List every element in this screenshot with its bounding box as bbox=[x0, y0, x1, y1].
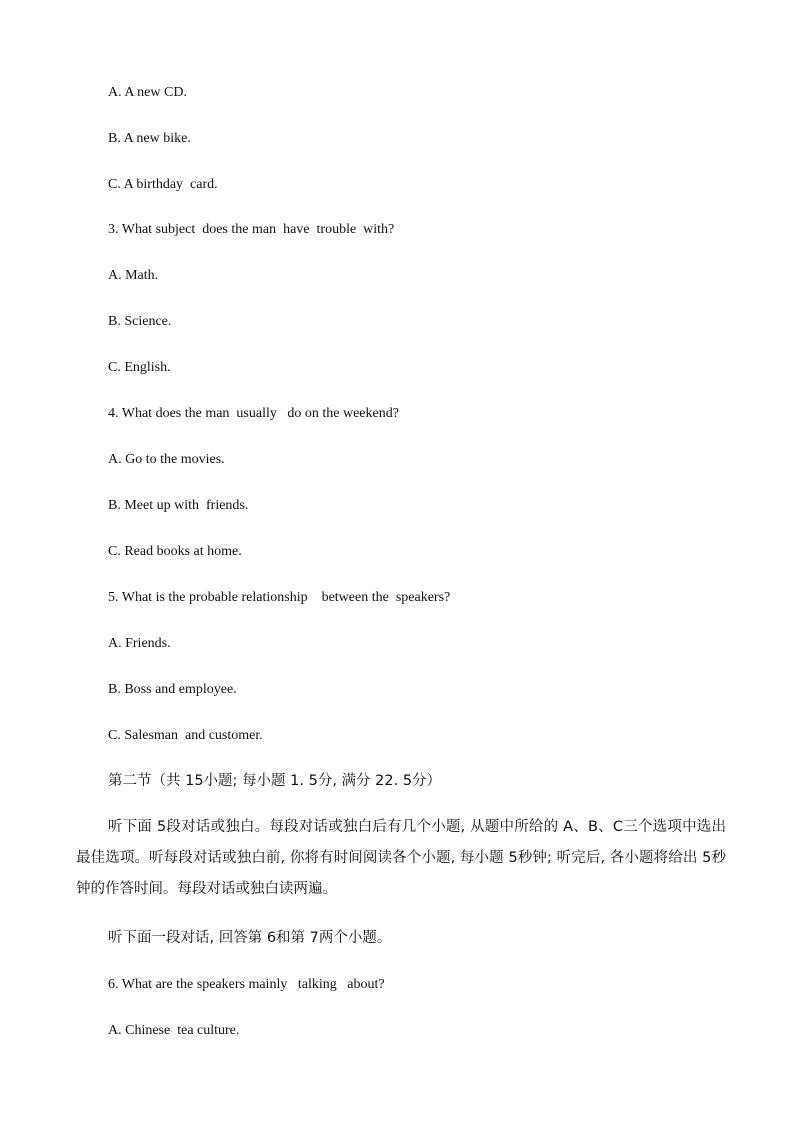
dialogue-intro: 听下面一段对话, 回答第 6和第 7两个小题。 bbox=[108, 930, 392, 946]
question-3: 3. What subject does the man have trouble with? bbox=[108, 222, 395, 237]
question-4: 4. What does the man usually do on the weekend? bbox=[108, 406, 399, 421]
q2-option-c: C. A birthday card. bbox=[108, 177, 218, 192]
q4-option-c: C. Read books at home. bbox=[108, 544, 242, 559]
q4-option-a: A. Go to the movies. bbox=[108, 452, 225, 467]
q6-option-a: A. Chinese tea culture. bbox=[108, 1023, 240, 1038]
instructions-paragraph: 听下面 5段对话或独白。每段对话或独白后有几个小题, 从题中所给的 A、B、C三个选项中选出最佳选项。听每段对话或独白前, 你将有时间阅读各个小题, 每小题 5秒钟; 听完后, 各小题将给出 5秒钟的作答时间。每段对话或独白读两遍。 bbox=[76, 819, 726, 897]
q2-option-a: A. A new CD. bbox=[108, 85, 187, 100]
q5-option-a: A. Friends. bbox=[108, 636, 171, 651]
q3-option-a: A. Math. bbox=[108, 268, 159, 283]
q3-option-b: B. Science. bbox=[108, 314, 172, 329]
section-heading: 第二节（共 15小题; 每小题 1. 5分, 满分 22. 5分） bbox=[108, 773, 442, 789]
question-6: 6. What are the speakers mainly talking about? bbox=[108, 977, 385, 992]
q2-option-b: B. A new bike. bbox=[108, 131, 191, 146]
question-5: 5. What is the probable relationship between the speakers? bbox=[108, 590, 451, 605]
q5-option-c: C. Salesman and customer. bbox=[108, 728, 263, 743]
q3-option-c: C. English. bbox=[108, 360, 171, 375]
q5-option-b: B. Boss and employee. bbox=[108, 682, 237, 697]
q4-option-b: B. Meet up with friends. bbox=[108, 498, 249, 513]
